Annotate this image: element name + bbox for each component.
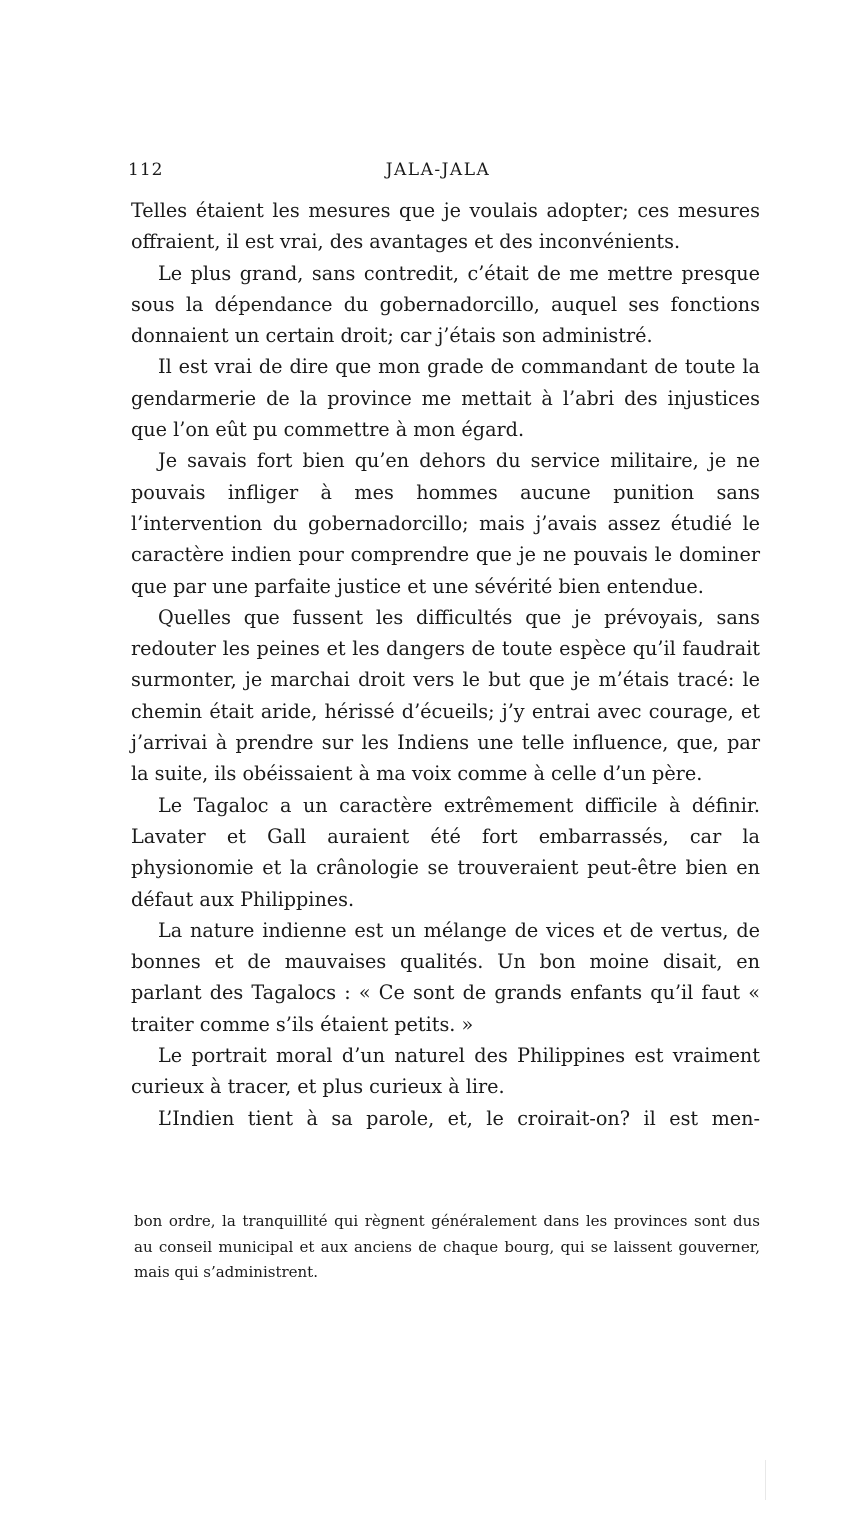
paragraph: Quelles que fussent les difficultés que je prévoyais, sans redouter les peines et les dangers de toute espèce qu’il faudrait surmonter, je marchai droit vers le but que je m’étais tracé: le chemin était aride, hérissé d’écueils; j’y entrai avec courage, et j’arrivai à prendre sur les Indiens une telle influence, que, par la suite, ils obéissaient à ma voix comme à celle d’un père. bbox=[131, 605, 760, 786]
page-edge-mark bbox=[765, 1460, 766, 1500]
paragraph: Je savais fort bien qu’en dehors du service militaire, je ne pouvais infliger à mes hommes aucune punition sans l’intervention du gobernadorcillo; mais j’avais assez étudié le caractère indien pour comprendre que je ne pouvais le dominer que par une parfaite justice et une sévérité bien entendue. bbox=[131, 449, 760, 598]
page-number: 112 bbox=[128, 160, 164, 180]
footnote-text: bon ordre, la tranquillité qui règnent généralement dans les provinces sont dus au conseil municipal et aux anciens de chaque bourg, qui se laissent gouverner, mais qui s’administrent. bbox=[134, 1212, 760, 1281]
paragraph: Le portrait moral d’un naturel des Philippines est vraiment curieux à tracer, et plus curieux à lire. bbox=[131, 1044, 760, 1099]
paragraph: La nature indienne est un mélange de vices et de vertus, de bonnes et de mauvaises qualités. Un bon moine disait, en parlant des Tagalocs : « Ce sont de grands enfants qu’il faut « traiter comme s’ils étaient petits. » bbox=[131, 918, 760, 1036]
paragraph: Il est vrai de dire que mon grade de commandant de toute la gendarmerie de la province me mettait à l’abri des injustices que l’on eût pu commettre à mon égard. bbox=[131, 355, 760, 442]
paragraph: Le plus grand, sans contredit, c’était de me mettre presque sous la dépendance du gobernadorcillo, auquel ses fonctions donnaient un certain droit; car j’étais son administré. bbox=[131, 261, 760, 348]
paragraph: L’Indien tient à sa parole, et, le croirait-on? il est men- bbox=[158, 1106, 760, 1130]
footnote bbox=[134, 1209, 760, 1286]
paragraph: Telles étaient les mesures que je voulais adopter; ces mesures offraient, il est vrai, des avantages et des inconvénients. bbox=[131, 199, 760, 254]
running-head bbox=[128, 160, 748, 186]
paragraph: Le Tagaloc a un caractère extrêmement difficile à définir. Lavater et Gall auraient été fort embarrassés, car la physionomie et la crânologie se trouveraient peut-être bien en défaut aux Philippines. bbox=[131, 793, 760, 911]
body-text bbox=[131, 195, 760, 1134]
running-title: JALA-JALA bbox=[385, 160, 491, 180]
